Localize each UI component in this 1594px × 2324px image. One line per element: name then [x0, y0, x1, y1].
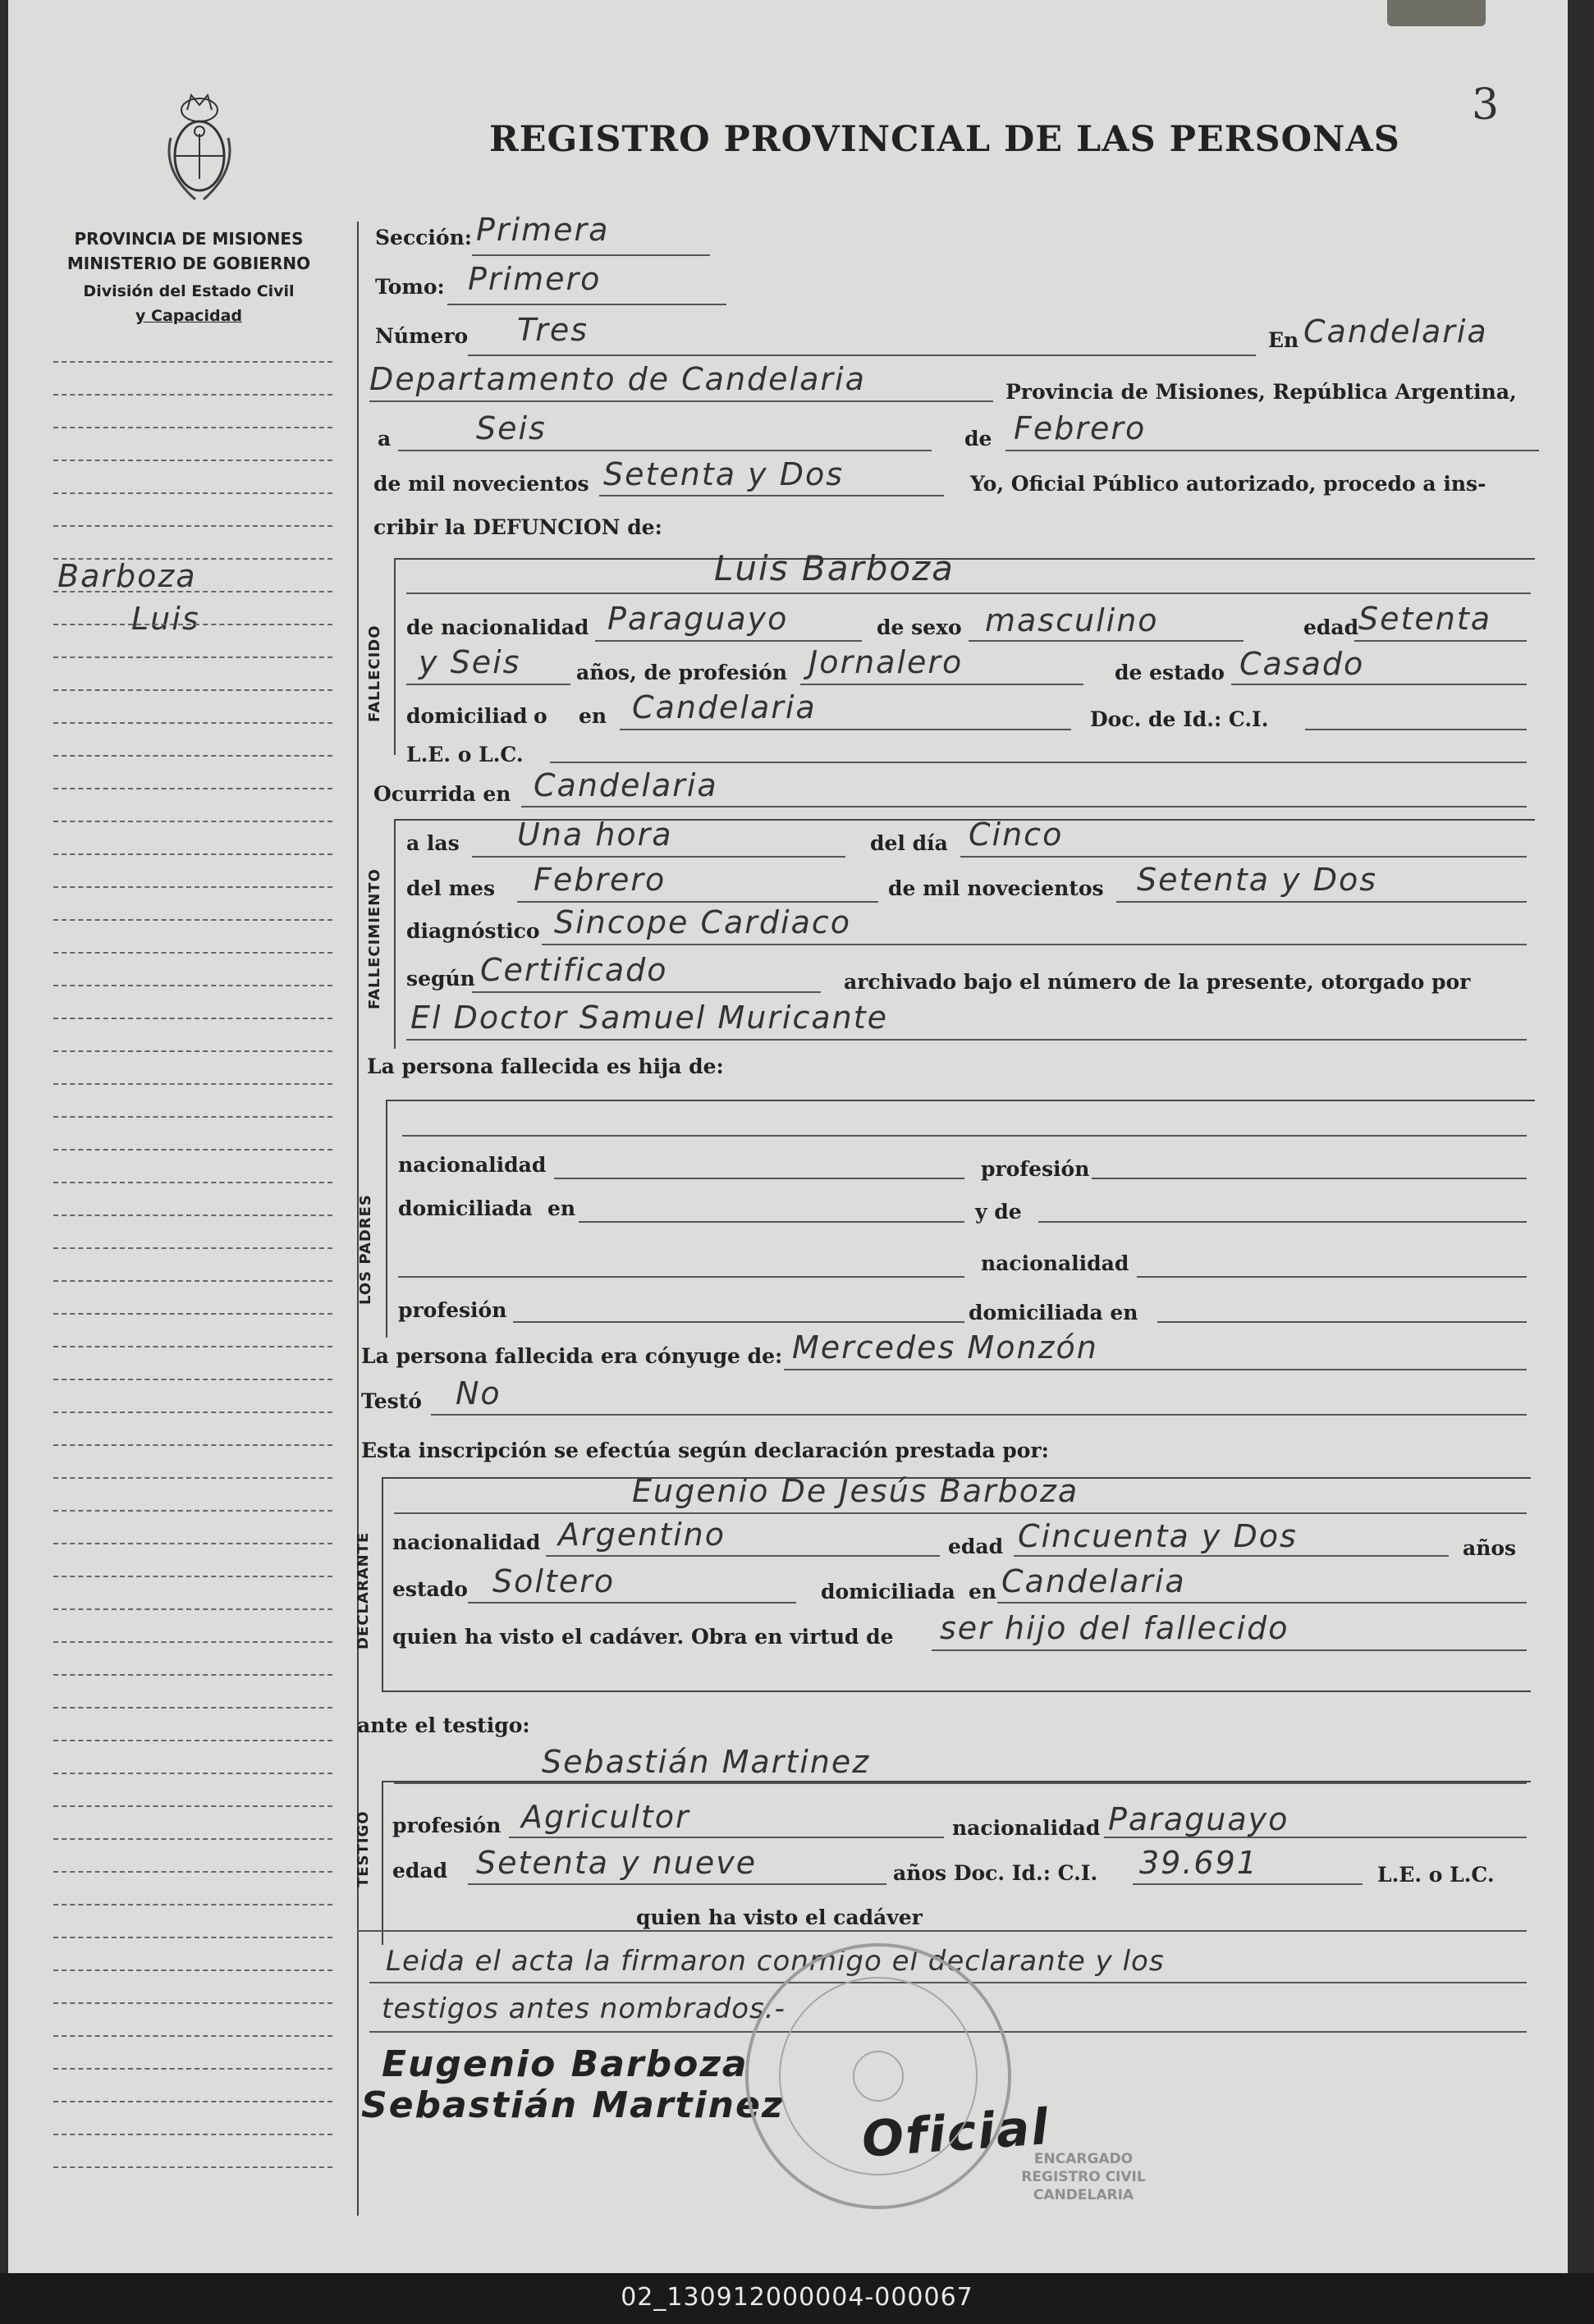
official-stamp-icon: [731, 1928, 1026, 2224]
margin-ruled-line: [53, 1149, 332, 1151]
testigo-intro: ante el testigo:: [357, 1713, 530, 1737]
profesion-value: Jornalero: [808, 644, 964, 680]
margin-given-name: Luis: [131, 601, 200, 637]
declarante-visto-text: quien ha visto el cadáver. Obra en virtud de: [392, 1625, 894, 1649]
margin-ruled-line: [53, 2101, 332, 2102]
tomo-label: Tomo:: [375, 275, 445, 299]
provincia-text: Provincia de Misiones, República Argentina,: [1005, 380, 1517, 404]
ocurrida-value: Candelaria: [534, 767, 718, 803]
margin-ruled-line: [53, 1050, 332, 1052]
margin-ruled-line: [53, 1018, 332, 1019]
mil-novecientos-2-label: de mil novecientos: [888, 876, 1104, 900]
page-number: 3: [1472, 80, 1500, 130]
margin-ruled-line: [53, 1543, 332, 1544]
margin-ruled-line: [53, 1444, 332, 1446]
anio-registro: Setenta y Dos: [603, 456, 845, 492]
hora-value: Una hora: [517, 817, 673, 853]
padre-nacionalidad-label: nacionalidad: [398, 1153, 547, 1177]
stamp-line-1: ENCARGADO: [1033, 2151, 1134, 2167]
stamp-line-3: CANDELARIA: [1033, 2187, 1134, 2203]
org-province: PROVINCIA DE MISIONES: [74, 229, 304, 249]
en-value: Candelaria: [1303, 313, 1488, 350]
margin-ruled-line: [53, 1674, 332, 1676]
margin-ruled-line: [53, 427, 332, 428]
declarante-edad-value: Cincuenta y Dos: [1018, 1518, 1298, 1554]
declarante-estado-value: Soltero: [492, 1563, 616, 1599]
margin-ruled-line: [53, 1641, 332, 1643]
otorgado-value: El Doctor Samuel Muricante: [410, 1000, 889, 1036]
stamp-line-2: REGISTRO CIVIL: [1021, 2169, 1146, 2185]
diagnostico-value: Sincope Cardiaco: [554, 904, 852, 940]
margin-ruled-line: [53, 1182, 332, 1183]
margin-ruled-line: [53, 1871, 332, 1873]
margin-ruled-line: [53, 492, 332, 494]
doc-id-label: Doc. de Id.: C.I.: [1090, 707, 1269, 731]
margin-ruled-line: [53, 821, 332, 822]
testigo-anios-doc-label: años Doc. Id.: C.I.: [893, 1861, 1098, 1885]
padre-en-label: en: [547, 1196, 576, 1220]
fallecimiento-section-label: FALLECIMIENTO: [366, 868, 383, 1009]
margin-ruled-line: [53, 1411, 332, 1413]
madre-domiciliada-label: domiciliada en: [969, 1301, 1138, 1324]
margin-ruled-line: [53, 1280, 332, 1282]
domicilio-value: Candelaria: [632, 689, 817, 725]
margin-surname: Barboza: [57, 558, 197, 594]
margin-ruled-line: [53, 1510, 332, 1512]
testigo-nacionalidad-label: nacionalidad: [952, 1816, 1101, 1840]
fallecido-nombre: Luis Barboza: [714, 548, 955, 588]
margin-ruled-line: [53, 2166, 332, 2168]
conyuge-value: Mercedes Monzón: [792, 1329, 1098, 1366]
mil-novecientos-label: de mil novecientos: [373, 472, 589, 496]
margin-ruled-line: [53, 460, 332, 461]
alas-label: a las: [406, 831, 460, 855]
dia-registro: Seis: [476, 410, 547, 446]
archivado-text: archivado bajo el número de la presente, otorgado por: [844, 970, 1471, 994]
estado-label: de estado: [1115, 661, 1225, 684]
oficial-text: Yo, Oficial Público autorizado, procedo a ins-: [970, 472, 1486, 496]
folder-tab: [1387, 0, 1486, 26]
firma-oficial: Oficial: [859, 2098, 1052, 2169]
org-division: División del Estado Civil: [83, 282, 295, 300]
seccion-label: Sección:: [375, 226, 472, 249]
margin-ruled-line: [53, 1608, 332, 1610]
padres-section-label: LOS PADRES: [357, 1194, 374, 1305]
margin-ruled-line: [53, 788, 332, 789]
testigo-nacionalidad-value: Paraguayo: [1108, 1801, 1289, 1837]
margin-ruled-line: [53, 1116, 332, 1118]
domicilio-suffix: o: [534, 704, 547, 728]
declarante-nacionalidad-value: Argentino: [558, 1517, 726, 1553]
segun-label: según: [406, 967, 475, 990]
numero-value: Tres: [517, 312, 589, 348]
mes-registro: Febrero: [1014, 410, 1147, 446]
margin-ruled-line: [53, 1379, 332, 1380]
margin-ruled-line: [53, 591, 332, 592]
declarante-domicilio-value: Candelaria: [1001, 1563, 1186, 1599]
margin-ruled-line: [53, 952, 332, 954]
document-title: REGISTRO PROVINCIAL DE LAS PERSONAS: [489, 119, 1400, 160]
document-page: [8, 0, 1568, 2273]
margin-ruled-line: [53, 1805, 332, 1807]
del-mes-label: del mes: [406, 876, 496, 900]
margin-ruled-line: [53, 2035, 332, 2037]
testigo-edad-label: edad: [392, 1859, 448, 1883]
testo-value: No: [456, 1375, 502, 1411]
margin-ruled-line: [53, 624, 332, 625]
stamp-text: [1001, 2150, 1166, 2204]
declarante-section-label: DECLARANTE: [355, 1531, 372, 1649]
declarante-domiciliada-label: domiciliada: [821, 1580, 955, 1603]
segun-value: Certificado: [480, 952, 668, 988]
a-label: a: [378, 427, 392, 451]
madre-nacionalidad-label: nacionalidad: [981, 1251, 1129, 1275]
nacionalidad-label: de nacionalidad: [406, 615, 589, 639]
fallecido-section-label: FALLECIDO: [366, 624, 383, 722]
margin-ruled-line: [53, 2002, 332, 2004]
mes-value: Febrero: [534, 862, 666, 898]
margin-ruled-line: [53, 656, 332, 658]
margin-ruled-line: [53, 886, 332, 888]
de-label: de: [964, 427, 992, 451]
ocurrida-label: Ocurrida en: [373, 782, 511, 806]
dia-value: Cinco: [969, 817, 1064, 853]
testigo-visto-text: quien ha visto el cadáver: [636, 1905, 923, 1929]
declarante-edad-label: edad: [948, 1535, 1004, 1558]
margin-ruled-line: [53, 1937, 332, 1938]
edad-label: edad: [1303, 615, 1359, 639]
edad-value-1: Setenta: [1358, 601, 1492, 637]
margin-ruled-line: [53, 1904, 332, 1905]
testigo-le-label: L.E. o L.C.: [1377, 1863, 1495, 1887]
numero-label: Número: [375, 324, 469, 348]
margin-ruled-line: [53, 2068, 332, 2070]
margin-ruled-line: [53, 2134, 332, 2135]
departamento-value: Departamento de Candelaria: [369, 361, 866, 397]
nacionalidad-value: Paraguayo: [607, 601, 789, 637]
declarante-estado-label: estado: [392, 1577, 468, 1601]
margin-ruled-line: [53, 1707, 332, 1709]
margin-ruled-line: [53, 394, 332, 396]
coat-of-arms-icon: [163, 89, 236, 212]
margin-ruled-line: [53, 1740, 332, 1741]
margin-ruled-line: [53, 853, 332, 855]
margin-ruled-line: [53, 1313, 332, 1315]
margin-ruled-line: [53, 1969, 332, 1971]
testigo-ci-value: 39.691: [1139, 1845, 1258, 1881]
margin-ruled-line: [53, 1247, 332, 1249]
testigo-section-label: TESTIGO: [355, 1810, 372, 1887]
declaracion-text: Esta inscripción se efectúa según declaración prestada por:: [361, 1439, 1049, 1462]
declarante-anios-label: años: [1463, 1536, 1517, 1560]
sexo-value: masculino: [985, 602, 1159, 638]
declarante-en-label: en: [969, 1580, 997, 1603]
diagnostico-label: diagnóstico: [406, 919, 540, 943]
margin-ruled-line: [53, 1346, 332, 1347]
testigo-profesion-label: profesión: [392, 1814, 502, 1837]
del-dia-label: del día: [870, 831, 948, 855]
declarante-virtud-value: ser hijo del fallecido: [940, 1610, 1289, 1646]
firma-testigo: Sebastián Martinez: [361, 2084, 785, 2126]
declarante-nacionalidad-label: nacionalidad: [392, 1530, 541, 1554]
sexo-label: de sexo: [877, 615, 962, 639]
testigo-nombre: Sebastián Martinez: [542, 1744, 871, 1780]
y-de-label: y de: [975, 1200, 1022, 1224]
margin-ruled-line: [53, 1477, 332, 1479]
margin-ruled-line: [53, 1838, 332, 1840]
cierre-linea-2: testigos antes nombrados.-: [382, 1992, 786, 2025]
testo-label: Testó: [361, 1389, 422, 1413]
padre-profesion-label: profesión: [981, 1157, 1090, 1181]
anios-profesion-label: años, de profesión: [576, 661, 788, 684]
margin-ruled-line: [53, 689, 332, 691]
margin-ruled-line: [53, 1773, 332, 1774]
en-label: En: [1268, 328, 1299, 352]
margin-ruled-line: [53, 1083, 332, 1085]
domicilio-en-label: en: [579, 704, 607, 728]
testigo-profesion-value: Agricultor: [521, 1799, 690, 1835]
estado-value: Casado: [1239, 646, 1365, 682]
domicilio-label: domiciliad: [406, 704, 528, 728]
testigo-edad-value: Setenta y nueve: [476, 1845, 758, 1881]
margin-ruled-line: [53, 525, 332, 527]
edad-value-2: y Seis: [419, 644, 521, 680]
firma-declarante: Eugenio Barboza: [382, 2043, 749, 2085]
margin-ruled-line: [53, 985, 332, 986]
image-filename: 02_130912000004-000067: [621, 2283, 973, 2312]
margin-ruled-line: [53, 1576, 332, 1577]
margin-ruled-line: [53, 558, 332, 560]
inscribir-text: cribir la DEFUNCION de:: [373, 515, 662, 539]
margin-ruled-line: [53, 722, 332, 724]
anio-fallecimiento: Setenta y Dos: [1137, 862, 1378, 898]
margin-ruled-line: [53, 1215, 332, 1216]
conyuge-label: La persona fallecida era cónyuge de:: [361, 1344, 783, 1368]
hija-de-label: La persona fallecida es hija de:: [367, 1054, 724, 1078]
le-lc-label: L.E. o L.C.: [406, 743, 524, 766]
cierre-linea-1: Leida el acta la firmaron conmigo el declarante y los: [386, 1945, 1165, 1978]
margin-ruled-line: [53, 919, 332, 921]
padre-domiciliada-label: domiciliada: [398, 1196, 533, 1220]
margin-ruled-line: [53, 755, 332, 757]
madre-profesion-label: profesión: [398, 1298, 507, 1322]
declarante-nombre: Eugenio De Jesús Barboza: [632, 1473, 1079, 1509]
margin-ruled-line: [53, 361, 332, 363]
org-capacity: y Capacidad: [135, 307, 242, 325]
seccion-value: Primera: [476, 212, 610, 248]
tomo-value: Primero: [468, 261, 602, 297]
org-ministry: MINISTERIO DE GOBIERNO: [66, 254, 311, 273]
